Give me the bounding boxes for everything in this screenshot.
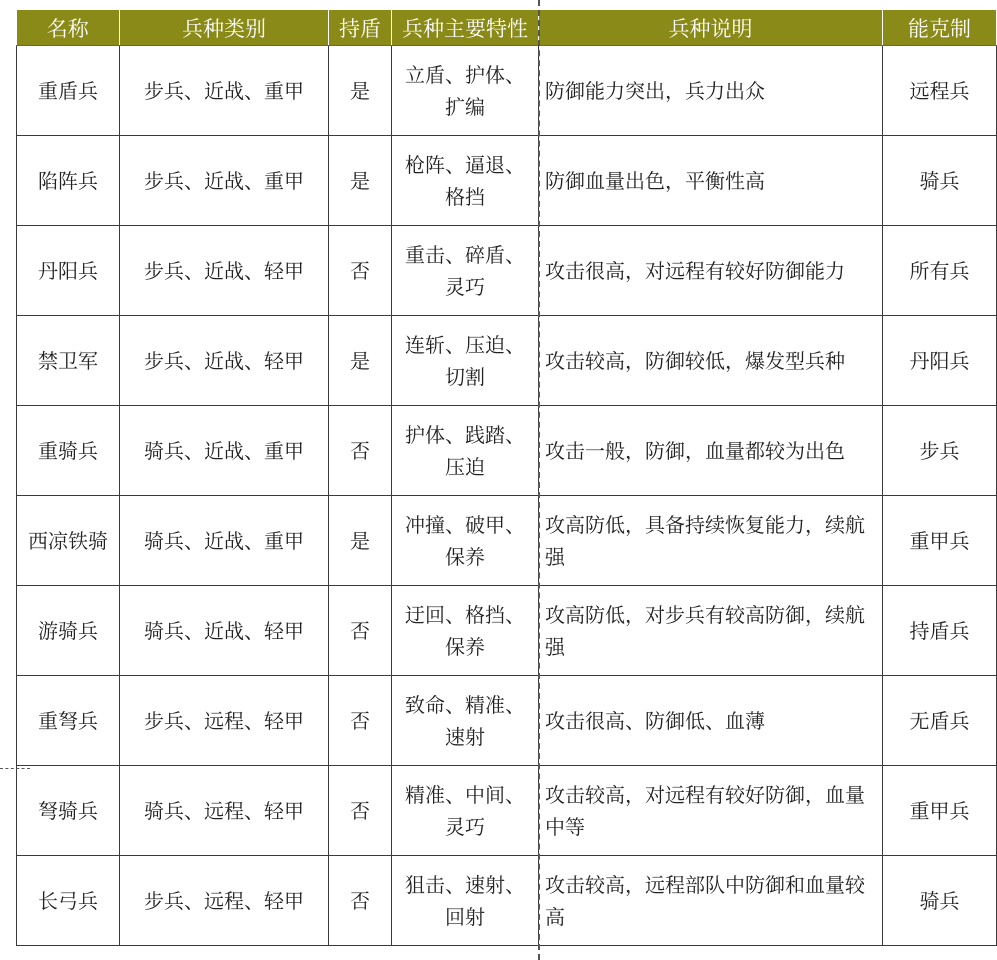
cell-category: 骑兵、近战、轻甲	[120, 586, 329, 676]
cell-traits: 致命、精准、速射	[392, 676, 539, 766]
cell-counters: 骑兵	[883, 136, 997, 226]
cell-traits: 枪阵、逼退、格挡	[392, 136, 539, 226]
cell-category: 步兵、近战、重甲	[120, 46, 329, 136]
table-row	[17, 46, 997, 136]
cell-name: 陷阵兵	[17, 136, 120, 226]
cell-category: 步兵、近战、轻甲	[120, 316, 329, 406]
table-row	[17, 496, 997, 586]
cell-shield: 是	[329, 136, 392, 226]
cell-description: 攻击较高，远程部队中防御和血量较高	[539, 856, 883, 946]
cell-description: 防御血量出色，平衡性高	[539, 136, 883, 226]
table-header	[17, 10, 997, 46]
cell-traits: 迂回、格挡、保养	[392, 586, 539, 676]
cell-category: 步兵、近战、轻甲	[120, 226, 329, 316]
table-row	[17, 856, 997, 946]
cell-shield: 否	[329, 766, 392, 856]
header-description: 兵种说明	[539, 10, 883, 46]
cell-counters: 骑兵	[883, 856, 997, 946]
cell-counters: 重甲兵	[883, 766, 997, 856]
table-row	[17, 676, 997, 766]
cell-shield: 否	[329, 856, 392, 946]
table-row	[17, 226, 997, 316]
cell-name: 弩骑兵	[17, 766, 120, 856]
cell-counters: 步兵	[883, 406, 997, 496]
cell-category: 骑兵、远程、轻甲	[120, 766, 329, 856]
cell-shield: 是	[329, 316, 392, 406]
cell-shield: 否	[329, 676, 392, 766]
cell-description: 防御能力突出，兵力出众	[539, 46, 883, 136]
cell-traits: 护体、践踏、压迫	[392, 406, 539, 496]
cell-category: 步兵、远程、轻甲	[120, 676, 329, 766]
table-row	[17, 766, 997, 856]
cell-name: 丹阳兵	[17, 226, 120, 316]
cell-traits: 精准、中间、灵巧	[392, 766, 539, 856]
table-row	[17, 136, 997, 226]
cell-counters: 无盾兵	[883, 676, 997, 766]
cell-category: 步兵、近战、重甲	[120, 136, 329, 226]
cell-name: 禁卫军	[17, 316, 120, 406]
cell-description: 攻击较高，防御较低，爆发型兵种	[539, 316, 883, 406]
header-shield: 持盾	[329, 10, 392, 46]
cell-counters: 重甲兵	[883, 496, 997, 586]
cell-description: 攻击很高，对远程有较好防御能力	[539, 226, 883, 316]
cell-traits: 立盾、护体、扩编	[392, 46, 539, 136]
cell-traits: 冲撞、破甲、保养	[392, 496, 539, 586]
cell-shield: 是	[329, 496, 392, 586]
cell-traits: 重击、碎盾、灵巧	[392, 226, 539, 316]
cell-description: 攻击一般，防御，血量都较为出色	[539, 406, 883, 496]
cell-category: 骑兵、近战、重甲	[120, 406, 329, 496]
table-body	[17, 46, 997, 946]
header-counters: 能克制	[883, 10, 997, 46]
cell-description: 攻击较高，对远程有较好防御，血量中等	[539, 766, 883, 856]
header-name: 名称	[17, 10, 120, 46]
cell-description: 攻高防低，对步兵有较高防御，续航强	[539, 586, 883, 676]
unit-comparison-table	[16, 10, 997, 946]
cell-counters: 所有兵	[883, 226, 997, 316]
table-row	[17, 316, 997, 406]
table-row	[17, 406, 997, 496]
cell-name: 长弓兵	[17, 856, 120, 946]
cell-traits: 狙击、速射、回射	[392, 856, 539, 946]
cell-traits: 连斩、压迫、切割	[392, 316, 539, 406]
cell-shield: 否	[329, 406, 392, 496]
header-traits: 兵种主要特性	[392, 10, 539, 46]
cell-shield: 否	[329, 226, 392, 316]
cell-description: 攻高防低，具备持续恢复能力，续航强	[539, 496, 883, 586]
cell-name: 西凉铁骑	[17, 496, 120, 586]
cell-counters: 远程兵	[883, 46, 997, 136]
cell-category: 骑兵、近战、重甲	[120, 496, 329, 586]
cell-category: 步兵、远程、轻甲	[120, 856, 329, 946]
cell-description: 攻击很高、防御低、血薄	[539, 676, 883, 766]
cell-shield: 是	[329, 46, 392, 136]
cell-counters: 丹阳兵	[883, 316, 997, 406]
cell-name: 重弩兵	[17, 676, 120, 766]
cell-shield: 否	[329, 586, 392, 676]
cell-name: 重盾兵	[17, 46, 120, 136]
table-row	[17, 586, 997, 676]
cell-counters: 持盾兵	[883, 586, 997, 676]
header-category: 兵种类别	[120, 10, 329, 46]
cell-name: 游骑兵	[17, 586, 120, 676]
cell-name: 重骑兵	[17, 406, 120, 496]
header-row	[17, 10, 997, 46]
